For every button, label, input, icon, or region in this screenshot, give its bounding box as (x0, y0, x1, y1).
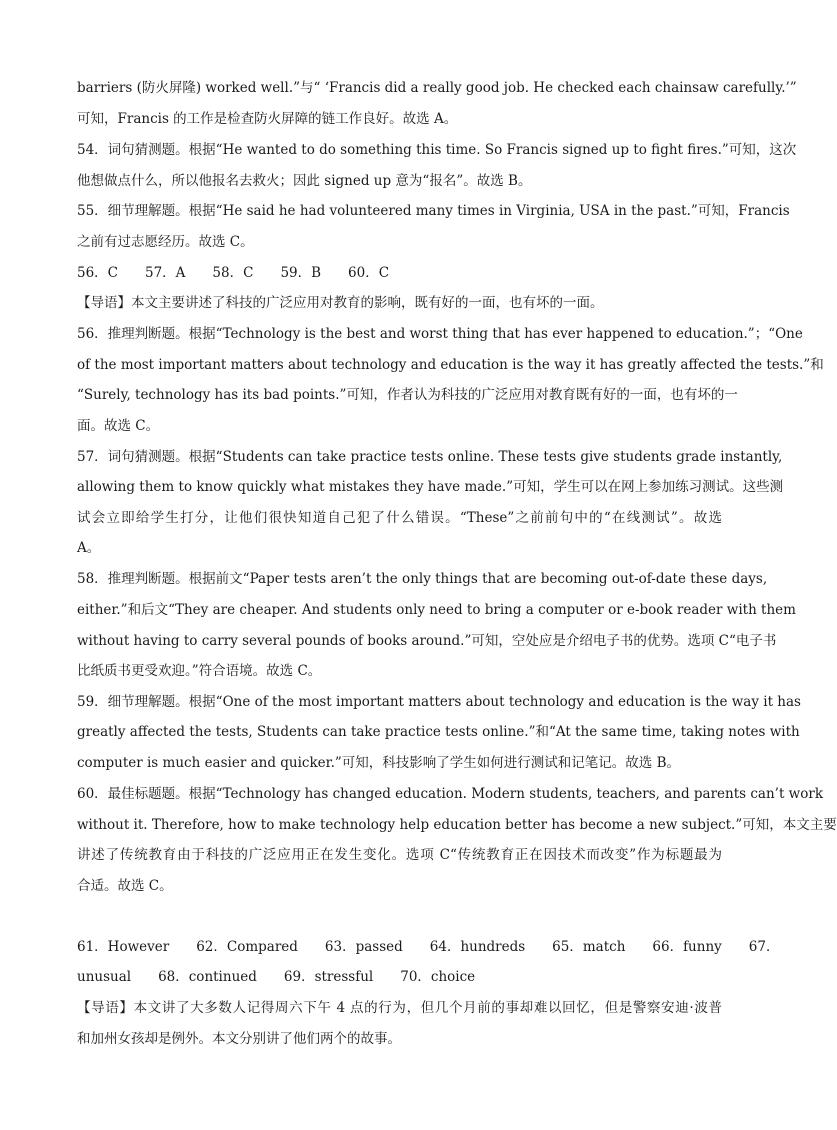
text-line: 60．最佳标题题。根据“Technology has changed education. Modern students, teachers, and parents can’t work (77, 786, 823, 802)
text-line: either.”和后文“They are cheaper. And students only need to bring a computer or e-book reader with them (77, 602, 796, 618)
intro-line: 【导语】本文讲了大多数人记得周六下午 4 点的行为，但几个月前的事却难以回忆，但是警察安迪·波普 (77, 1000, 722, 1016)
answer-key-line: 56．C 57．A 58．C 59．B 60．C (77, 265, 390, 281)
text-line: without it. Therefore, how to make technology help education better has become a new subject.”可知，本文主要 (77, 817, 837, 833)
text-line: 和加州女孩却是例外。本文分别讲了他们两个的故事。 (77, 1031, 401, 1047)
text-line: 讲述了传统教育由于科技的广泛应用正在发生变化。选项 C“传统教育正在因技术而改变”作为标题最为 (77, 847, 722, 863)
text-line: 55．细节理解题。根据“He said he had volunteered many times in Virginia, USA in the past.”可知，Francis (77, 203, 790, 219)
text-line: computer is much easier and quicker.”可知，科技影响了学生如何进行测试和记笔记。故选 B。 (77, 755, 681, 771)
text-line: 合适。故选 C。 (77, 878, 173, 894)
text-line: 54．词句猜测题。根据“He wanted to do something this time. So Francis signed up to fight fires.”可知，这次 (77, 142, 797, 158)
answer-key-line: unusual 68．continued 69．stressful 70．choice (77, 969, 476, 985)
text-line: 可知，Francis 的工作是检查防火屏障的链工作良好。故选 A。 (77, 111, 458, 127)
text-line: 之前有过志愿经历。故选 C。 (77, 234, 254, 250)
text-line: 试会立即给学生打分，让他们很快知道自己犯了什么错误。“These”之前前句中的“在线测试”。故选 (77, 510, 722, 526)
text-line: without having to carry several pounds of books around.”可知，空处应是介绍电子书的优势。选项 C“电子书 (77, 633, 777, 649)
text-line: A。 (77, 540, 101, 556)
text-line: “Surely, technology has its bad points.”可知，作者认为科技的广泛应用对教育既有好的一面，也有坏的一 (77, 387, 738, 403)
intro-line: 【导语】本文主要讲述了科技的广泛应用对教育的影响，既有好的一面，也有坏的一面。 (77, 295, 604, 311)
answer-key-line: 61．However 62．Compared 63．passed 64．hundreds 65．match 66．funny 67． (77, 939, 780, 955)
text-line: of the most important matters about technology and education is the way it has greatly affected the tests.”和 (77, 357, 824, 373)
text-line: allowing them to know quickly what mistakes they have made.”可知，学生可以在网上参加练习测试。这些测 (77, 479, 784, 495)
text-line: 他想做点什么，所以他报名去救火；因此 signed up 意为“报名”。故选 B。 (77, 173, 532, 189)
text-line: 56．推理判断题。根据“Technology is the best and worst thing that has ever happened to education.”；“One (77, 326, 803, 342)
text-line: 面。故选 C。 (77, 418, 160, 434)
text-line: 比纸质书更受欢迎。”符合语境。故选 C。 (77, 663, 322, 679)
text-line: 57．词句猜测题。根据“Students can take practice tests online. These tests give students grade instantly, (77, 449, 783, 465)
text-line: greatly affected the tests, Students can take practice tests online.”和“At the same time, taking notes with (77, 724, 800, 740)
text-line: 59．细节理解题。根据“One of the most important matters about technology and education is the way it has (77, 694, 801, 710)
text-line: barriers (防火屏隆) worked well.”与“ ‘Francis did a really good job. He checked each chainsaw carefully.’” (77, 80, 797, 96)
text-line: 58．推理判断题。根据前文“Paper tests aren’t the only things that are becoming out-of-date these days, (77, 571, 768, 587)
